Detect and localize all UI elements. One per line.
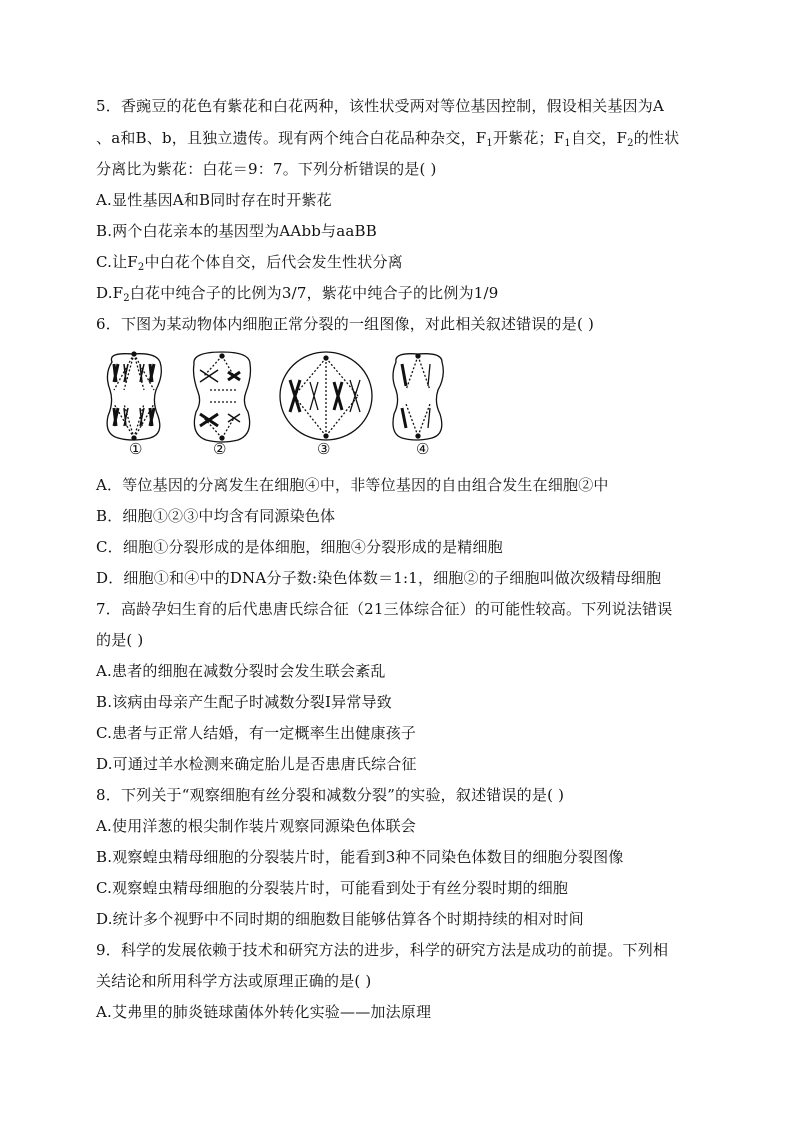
q7-stem-line1: 7．高龄孕妇生育的后代患唐氏综合征（21三体综合征）的可能性较高。下列说法错误: [96, 600, 673, 618]
q9-option-a: A.艾弗里的肺炎链球菌体外转化实验——加法原理: [96, 1003, 432, 1021]
q5-c-pre: C.让F: [96, 253, 138, 271]
cell-1-diagram: [107, 352, 161, 440]
q8-option-b: B.观察蝗虫精母细胞的分裂装片时，能看到3种不同染色体数目的细胞分裂图像: [96, 848, 624, 866]
subscript: 1: [486, 138, 493, 149]
subscript: 2: [627, 138, 634, 149]
cell-division-figure: [100, 350, 470, 458]
q5-option-b: B.两个白花亲本的基因型为AAbb与aaBB: [96, 222, 377, 240]
q6-option-a: A．等位基因的分离发生在细胞④中，非等位基因的自由组合发生在细胞②中: [96, 476, 609, 494]
q5-l2-c: 自交，F: [570, 129, 628, 147]
subscript: 1: [564, 138, 571, 149]
q5-d-post: 白花中纯合子的比例为3/7，紫花中纯合子的比例为1/9: [129, 284, 499, 302]
cell-3-diagram: [280, 352, 372, 440]
q6-option-c: C．细胞①分裂形成的是体细胞，细胞④分裂形成的是精细胞: [96, 538, 503, 556]
q5-d-pre: D.F: [96, 284, 124, 302]
q5-stem-line1: 5．香豌豆的花色有紫花和白花两种，该性状受两对等位基因控制，假设相关基因为A: [96, 97, 664, 115]
q5-option-c: [96, 252, 716, 272]
q5-l2-b: 开紫花；F: [492, 129, 565, 147]
q9-stem-line2: 关结论和所用科学方法或原理正确的是( ): [96, 972, 372, 990]
subscript: 2: [137, 262, 145, 273]
q5-l2-a: 、a和B、b，且独立遗传。现有两个纯合白花品种杂交，F: [96, 129, 487, 147]
figure-label-1: ①: [129, 440, 143, 458]
q6-option-d: D．细胞①和④中的DNA分子数:染色体数＝1:1，细胞②的子细胞叫做次级精母细胞: [96, 569, 662, 587]
q8-stem: 8．下列关于“观察细胞有丝分裂和减数分裂”的实验，叙述错误的是( ): [96, 786, 565, 804]
q7-stem-line2: 的是( ): [96, 631, 144, 649]
q7-option-a: A.患者的细胞在减数分裂时会发生联会紊乱: [96, 662, 386, 680]
q8-option-a: A.使用洋葱的根尖制作装片观察同源染色体联会: [96, 817, 417, 835]
q5-option-d: [96, 283, 716, 303]
q5-c-post: 中白花个体自交，后代会发生性状分离: [144, 253, 403, 271]
q7-option-d: D.可通过羊水检测来确定胎儿是否患唐氏综合征: [96, 755, 417, 773]
q5-l2-d: 的性状: [633, 129, 680, 147]
cell-2-diagram: [194, 352, 251, 442]
figure-label-3: ③: [317, 440, 331, 458]
q7-option-b: B.该病由母亲产生配子时减数分裂Ⅰ异常导致: [96, 693, 392, 711]
q7-option-c: C.患者与正常人结婚，有一定概率生出健康孩子: [96, 724, 417, 742]
q8-option-d: D.统计多个视野中不同时期的细胞数目能够估算各个时期持续的相对时间: [96, 910, 584, 928]
q9-stem-line1: 9．科学的发展依赖于技术和研究方法的进步，科学的研究方法是成功的前提。下列相: [96, 941, 669, 959]
q6-stem: 6．下图为某动物体内细胞正常分裂的一组图像，对此相关叙述错误的是( ): [96, 315, 595, 333]
subscript: 2: [123, 293, 130, 304]
q6-option-b: B．细胞①②③中均含有同源染色体: [96, 507, 336, 525]
q5-stem-line3: 分离比为紫花：白花＝9：7。下列分析错误的是( ): [96, 160, 437, 178]
figure-label-4: ④: [416, 440, 430, 458]
cell-4-diagram: [393, 354, 443, 440]
figure-label-2: ②: [213, 440, 227, 458]
q5-stem-line2: [96, 128, 716, 148]
q8-option-c: C.观察蝗虫精母细胞的分裂装片时，可能看到处于有丝分裂时期的细胞: [96, 879, 569, 897]
q5-option-a: A.显性基因A和B同时存在时开紫花: [96, 191, 332, 209]
